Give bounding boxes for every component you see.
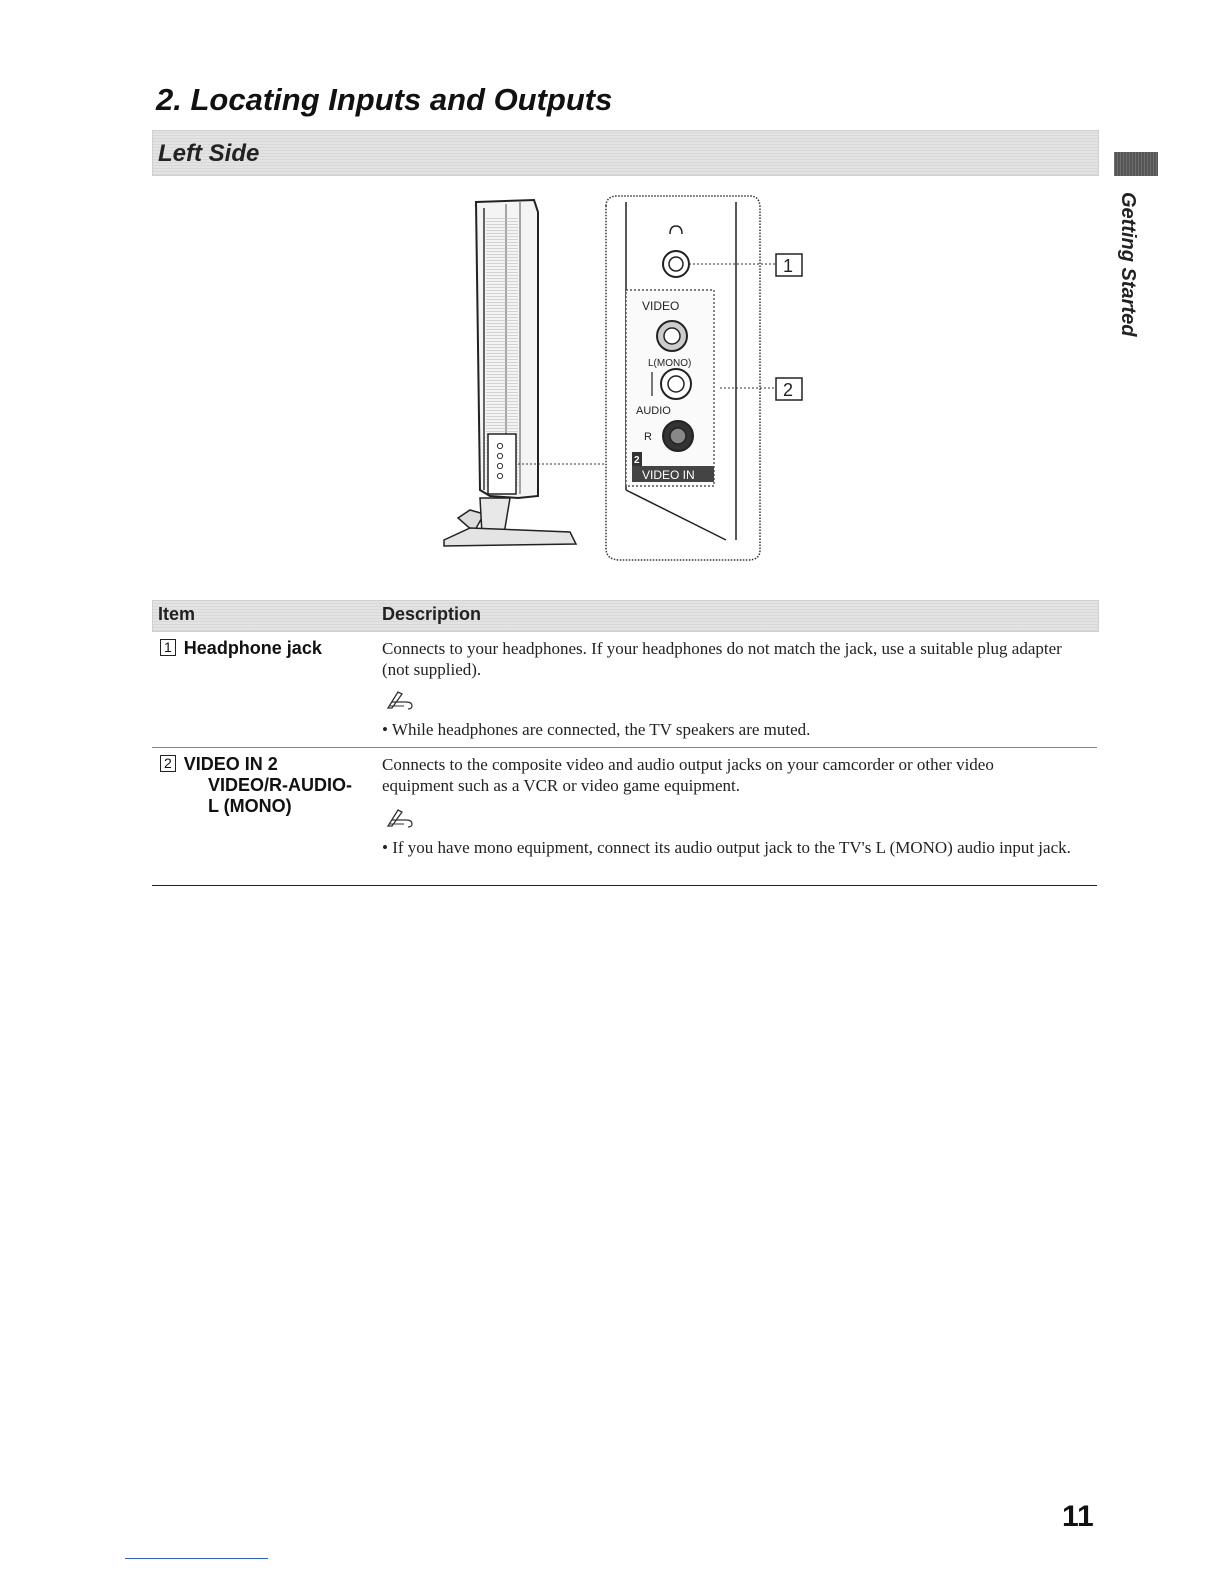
input-number-label: 2 bbox=[634, 455, 640, 466]
table-row-item-2 bbox=[160, 754, 352, 817]
item-name-2-line-3: L (MONO) bbox=[208, 796, 292, 816]
footer-rule bbox=[125, 1558, 268, 1559]
page-title: 2. Locating Inputs and Outputs bbox=[156, 82, 613, 117]
table-row-item-1 bbox=[160, 638, 322, 659]
r-label: R bbox=[644, 431, 652, 443]
item-name-2-line-2: VIDEO/R-AUDIO- bbox=[208, 775, 352, 795]
table-bottom-rule bbox=[152, 885, 1097, 886]
video-in-label: VIDEO IN bbox=[642, 468, 695, 482]
item-note-1: • While headphones are connected, the TV speakers are muted. bbox=[382, 720, 811, 739]
jack-panel-closeup bbox=[606, 196, 760, 560]
chapter-tab-marker bbox=[1114, 152, 1158, 176]
column-header-description: Description bbox=[382, 604, 482, 624]
item-number-1: 1 bbox=[160, 639, 176, 656]
item-note-2: • If you have mono equipment, connect its audio output jack to the TV's L (MONO) audio input jack. bbox=[382, 838, 1071, 857]
video-jack-label: VIDEO bbox=[642, 299, 680, 313]
item-description-1: Connects to your headphones. If your headphones do not match the jack, use a suitable plug adapter (not supplied). bbox=[382, 639, 1062, 679]
l-mono-label: L(MONO) bbox=[648, 358, 692, 369]
audio-label: AUDIO bbox=[636, 405, 671, 417]
note-pencil-icon bbox=[384, 688, 418, 710]
table-header-bar bbox=[152, 600, 1099, 632]
item-description-2: Connects to the composite video and audio output jacks on your camcorder or other video equipment such as a VCR or video game equipment. bbox=[382, 755, 994, 795]
item-number-2: 2 bbox=[160, 755, 176, 772]
callout-2: 2 bbox=[783, 380, 794, 400]
column-header-item: Item bbox=[158, 604, 196, 624]
tv-left-side-diagram bbox=[430, 188, 820, 566]
section-header-bar bbox=[152, 130, 1099, 176]
item-name-2: VIDEO IN 2 bbox=[183, 754, 278, 774]
tv-side-view bbox=[444, 200, 576, 546]
chapter-tab bbox=[1117, 192, 1139, 342]
item-name-1: Headphone jack bbox=[183, 638, 322, 658]
callout-1: 1 bbox=[783, 256, 794, 276]
row-divider bbox=[152, 747, 1097, 748]
note-pencil-icon bbox=[384, 806, 418, 828]
chapter-tab-label: Getting Started bbox=[1117, 192, 1139, 337]
page-number: 11 bbox=[1062, 1500, 1094, 1533]
section-title: Left Side bbox=[158, 140, 260, 167]
